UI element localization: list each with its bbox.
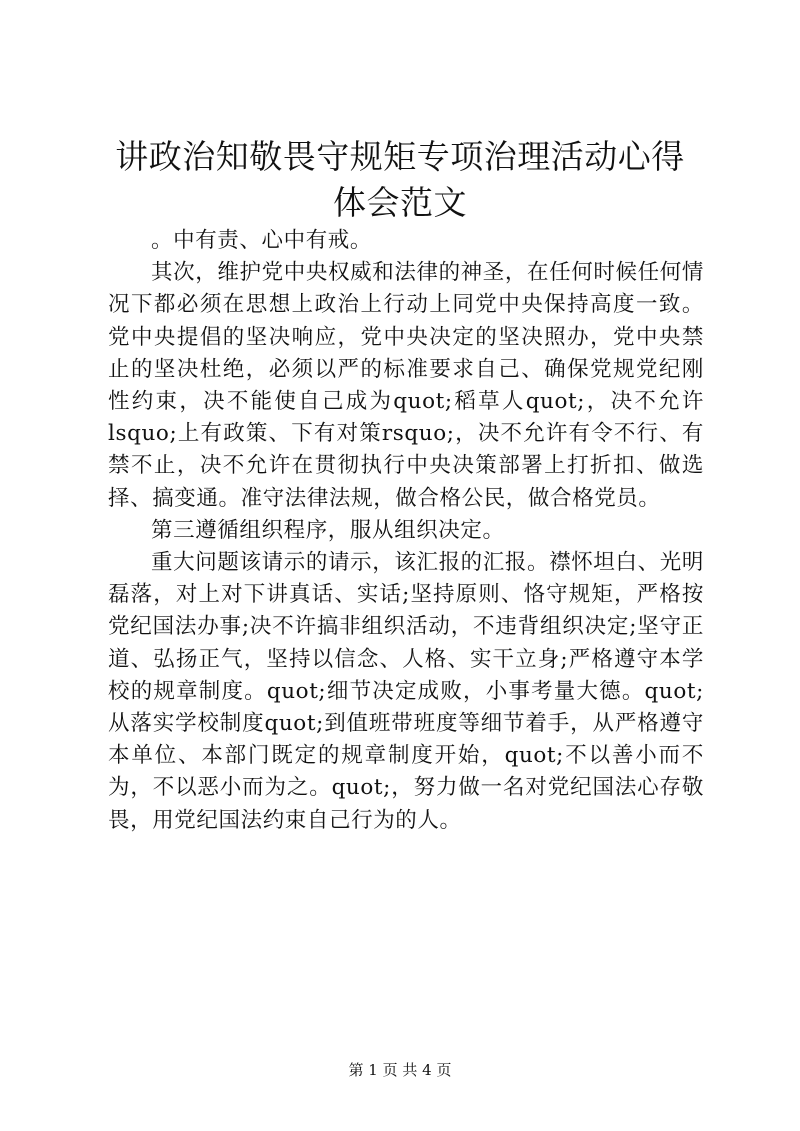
page-footer [0,1060,800,1080]
page-indicator: 第 1 页 共 4 页 [348,1061,452,1079]
document-title: 讲政治知敬畏守规矩专项治理活动心得体会范文 [115,137,685,222]
paragraph: 重大问题该请示的请示，该汇报的汇报。襟怀坦白、光明磊落，对上对下讲真话、实话;坚持原则、恪守规矩，严格按党纪国法办事;决不许搞非组织活动，不违背组织决定;坚守正道、弘扬正气，坚持以信念、人格、实干立身;严格遵守本学校的规章制度。quot;细节决定成败，小事考量大德。quot;从落实学校制度quot;到值班带班度等细节着手，从严格遵守本单位、本部门既定的规章制度开始，quot;不以善小而不为，不以恶小而为之。quot;，努力做一名对党纪国法心存敬畏，用党纪国法约束自己行为的人。 [108,550,704,833]
paragraph: 。中有责、心中有戒。 [151,228,373,253]
paragraph: 其次，维护党中央权威和法律的神圣，在任何时候任何情况下都必须在思想上政治上行动上同党中央保持高度一致。党中央提倡的坚决响应，党中央决定的坚决照办，党中央禁止的坚决杜绝，必须以严的标准要求自己、确保党规党纪刚性约束，决不能使自己成为quot;稻草人quot;，决不允许lsquo;上有政策、下有对策rsquo;，决不允许有令不行、有禁不止，决不允许在贯彻执行中央决策部署上打折扣、做选择、搞变通。准守法律法规，做合格公民，做合格党员。 [108,260,704,511]
paragraph: 第三遵循组织程序，服从组织决定。 [151,517,505,543]
document-body [108,225,704,837]
